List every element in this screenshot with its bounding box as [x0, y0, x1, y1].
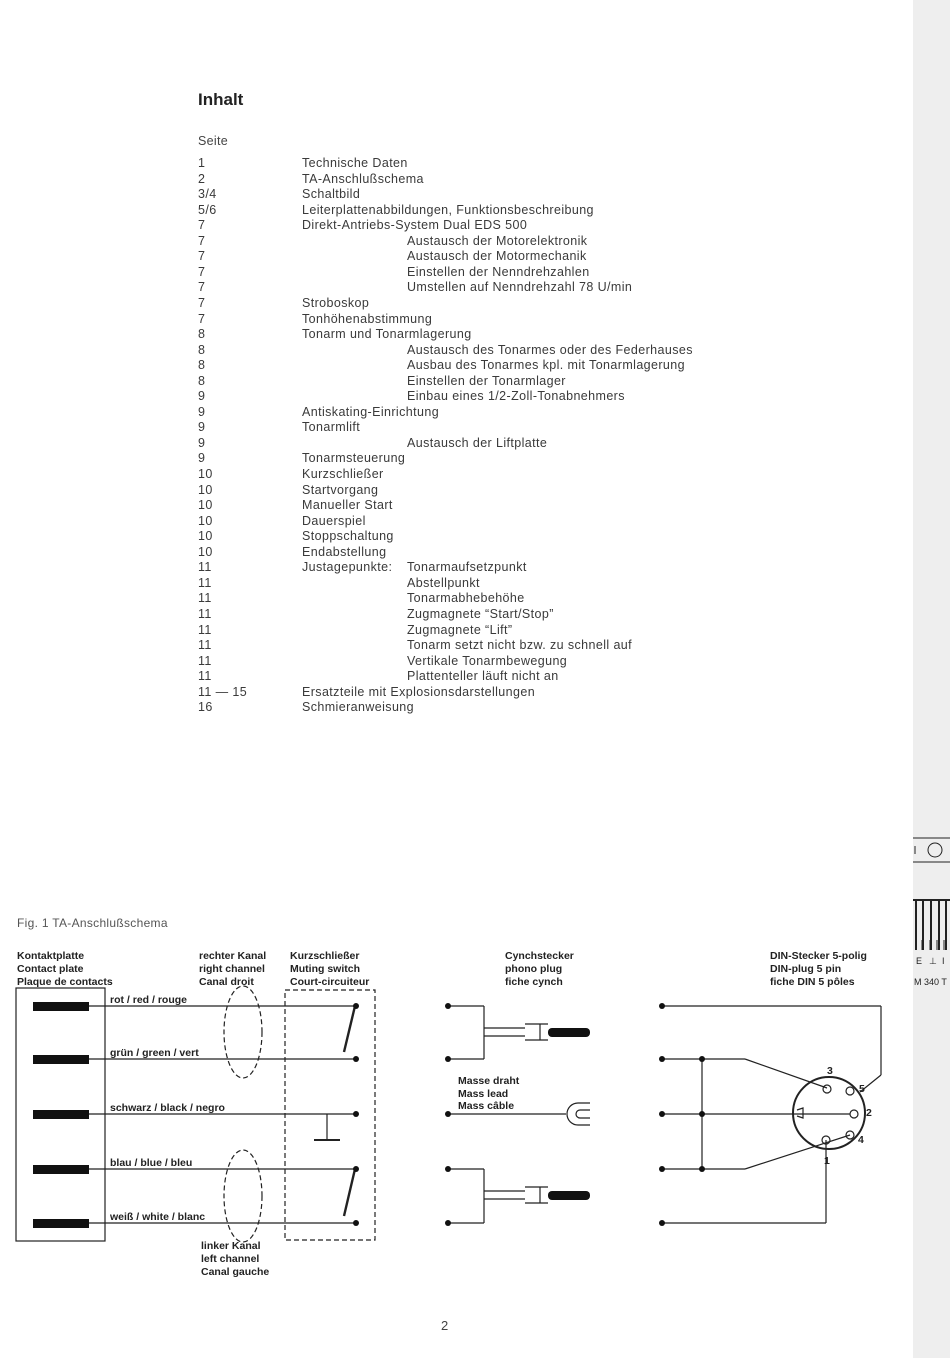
toc-page-number: 16 [198, 700, 213, 715]
toc-entry-title: Einstellen der Nenndrehzahlen [407, 264, 590, 279]
toc-page-number: 1 [198, 156, 206, 170]
left-channel-shield [224, 1150, 262, 1242]
wire-label: blau / blue / bleu [110, 1157, 193, 1169]
toc-entry-title: Ausbau des Tonarmes kpl. mit Tonarmlagerung [407, 358, 685, 373]
toc-page-number: 8 [198, 342, 206, 357]
toc-row [0, 591, 760, 606]
din-pin-number: 4 [858, 1134, 864, 1146]
toc-entry-title: Tonarm setzt nicht bzw. zu schnell auf [407, 638, 633, 653]
toc-row [0, 343, 760, 358]
din-wire [745, 1135, 850, 1169]
toc-entry-title: Direkt-Antriebs-System Dual EDS 500 [302, 218, 528, 233]
figure-caption: Fig. 1 TA-Anschlußschema [17, 916, 168, 930]
toc-page-number: 8 [198, 358, 206, 373]
toc-row [0, 156, 760, 171]
edge-fragment-comb [913, 895, 950, 955]
right-channel-shield [224, 986, 262, 1078]
right-channel-label: rechter Kanal [199, 950, 267, 962]
toc-page-number: 10 [198, 467, 213, 481]
toc-page-number: 11 [198, 622, 212, 637]
din-plug-label: DIN-Stecker 5-polig [770, 950, 867, 962]
toc-row [0, 249, 760, 264]
toc-page-number: 7 [198, 295, 206, 310]
toc-page-number: 11 [198, 669, 212, 684]
toc-row [0, 623, 760, 638]
toc-row [0, 483, 760, 498]
toc-row [0, 405, 760, 420]
page-column-label: Seite [198, 134, 228, 148]
contact-bar [33, 1002, 89, 1011]
din-wire [745, 1059, 827, 1088]
toc-entry-title: Einstellen der Tonarmlager [407, 373, 566, 388]
toc-page-number: 10 [198, 482, 213, 497]
din-pin [823, 1085, 831, 1093]
phono-plug-body [525, 1187, 548, 1203]
toc-row [0, 280, 760, 295]
edge-fragment: E [916, 956, 923, 966]
left-channel-label: left channel [201, 1253, 260, 1265]
right-channel-label: Canal droit [199, 976, 254, 988]
edge-fragment: I [942, 956, 945, 966]
toc-page-number: 8 [198, 373, 206, 388]
phono-plug-body [525, 1024, 548, 1040]
toc-entry-title: Tonhöhenabstimmung [302, 311, 433, 326]
din-pin [846, 1087, 854, 1095]
toc-page-number: 9 [198, 389, 206, 404]
terminal-dot [353, 1056, 359, 1062]
wire-label: schwarz / black / negro [110, 1102, 225, 1114]
terminal-dot [659, 1003, 665, 1009]
switch-blade [344, 1169, 355, 1216]
toc-page-number: 11 — 15 [198, 684, 248, 699]
toc-page-number: 7 [198, 233, 206, 248]
toc-page-number: 10 [198, 529, 213, 544]
toc-page-number: 11 [198, 638, 212, 653]
din-plug-label: DIN-plug 5 pin [770, 963, 842, 975]
toc-row [0, 187, 760, 202]
junction-dot [699, 1166, 705, 1172]
toc-entry-title: Schmieranweisung [302, 700, 415, 715]
toc-row [0, 560, 760, 575]
toc-row [0, 638, 760, 653]
toc-entry-title: Stroboskop [302, 295, 370, 310]
toc-page-number: 7 [198, 249, 206, 264]
ground-lead-label: Masse draht [458, 1075, 520, 1087]
toc-row [0, 545, 760, 560]
toc-row [0, 576, 760, 591]
muting-switch-label: Court-circuiteur [290, 976, 370, 988]
toc-page-number: 7 [198, 280, 206, 295]
terminal-dot [445, 1003, 451, 1009]
toc-row [0, 374, 760, 389]
contact-plate-label: Contact plate [17, 963, 84, 975]
toc-page-number: 10 [198, 513, 213, 528]
toc-entry-title: Zugmagnete “Lift” [407, 622, 513, 637]
phono-plug-tip [548, 1028, 590, 1037]
toc-page-number: 9 [198, 420, 206, 435]
din-pin-number: 5 [859, 1083, 865, 1095]
toc-row [0, 420, 760, 435]
contact-bar [33, 1110, 89, 1119]
junction-dot [699, 1111, 705, 1117]
edge-fragment: ⊥ [929, 956, 937, 966]
toc-row [0, 514, 760, 529]
toc-row [0, 358, 760, 373]
ground-lead-label: Mass câble [458, 1100, 515, 1112]
muting-switch-box [285, 990, 375, 1240]
contact-bar [33, 1219, 89, 1228]
toc-entry-title: Plattenteller läuft nicht an [407, 669, 559, 684]
toc-page-number: 11 [198, 653, 212, 668]
toc-row [0, 234, 760, 249]
toc-row [0, 312, 760, 327]
toc-entry-title: Umstellen auf Nenndrehzahl 78 U/min [407, 280, 633, 295]
toc-entry-title: Abstellpunkt [407, 575, 480, 590]
toc-entry-title: Ersatzteile mit Explosionsdarstellungen [302, 684, 536, 699]
toc-page-number: 8 [198, 327, 206, 342]
phono-plug-tip [548, 1191, 590, 1200]
toc-entry-title: Justagepunkte: [302, 560, 393, 575]
toc-row [0, 607, 760, 622]
wire-label: rot / red / rouge [110, 994, 188, 1006]
contact-bar [33, 1055, 89, 1064]
terminal-dot [445, 1220, 451, 1226]
toc-entry-title: Tonarmabhebehöhe [407, 591, 525, 606]
toc-row [0, 529, 760, 544]
toc-page-number: 2 [198, 171, 206, 186]
wire-label: grün / green / vert [110, 1047, 199, 1059]
toc-row [0, 498, 760, 513]
toc-page-number: 7 [198, 311, 206, 326]
toc-entry-title: Austausch der Motorelektronik [407, 233, 588, 248]
toc-row [0, 436, 760, 451]
toc-entry-title: Manueller Start [302, 498, 393, 513]
toc-entry-title: Antiskating-Einrichtung [302, 404, 440, 419]
toc-row [0, 685, 760, 700]
toc-page-number: 11 [198, 591, 212, 606]
toc-row [0, 654, 760, 669]
toc-entry-title: Tonarm und Tonarmlagerung [302, 327, 472, 342]
muting-switch-label: Kurzschließer [290, 950, 360, 962]
terminal-dot [353, 1166, 359, 1172]
din-pin-number: 2 [866, 1107, 872, 1119]
toc-row [0, 172, 760, 187]
toc-entry-title: Einbau eines 1/2-Zoll-Tonabnehmers [407, 389, 625, 404]
toc-page-number: 11 [198, 606, 212, 621]
toc-row [0, 669, 760, 684]
toc-entry-title: Tonarmsteuerung [302, 451, 406, 466]
muting-switch-label: Muting switch [290, 963, 360, 975]
toc-entry-title: Vertikale Tonarmbewegung [407, 653, 568, 668]
toc-row [0, 218, 760, 233]
left-channel-label: linker Kanal [201, 1240, 261, 1252]
left-channel-label: Canal gauche [201, 1266, 270, 1278]
toc-entry-title: Startvorgang [302, 482, 379, 497]
toc-entry-title: Austausch des Tonarmes oder des Federhauses [407, 342, 693, 357]
toc-page-number: 3/4 [198, 187, 217, 202]
terminal-dot [659, 1056, 665, 1062]
toc-row [0, 203, 760, 218]
toc-entry-title: Stoppschaltung [302, 529, 394, 544]
ground-lead-label: Mass lead [458, 1088, 509, 1100]
terminal-dot [445, 1166, 451, 1172]
toc-row [0, 389, 760, 404]
toc-entry-title: Leiterplattenabbildungen, Funktionsbeschreibung [302, 202, 594, 217]
din-pin [850, 1110, 858, 1118]
page-title: Inhalt [198, 90, 244, 109]
toc-entry-title: Austausch der Motormechanik [407, 249, 587, 264]
phono-plug-label: fiche cynch [505, 976, 563, 988]
wiring-diagram [0, 940, 950, 1290]
din-pin-number: 1 [824, 1155, 830, 1167]
din-pin-number: 3 [827, 1065, 833, 1077]
terminal-dot [353, 1003, 359, 1009]
toc-page-number: 5/6 [198, 202, 217, 217]
terminal-dot [659, 1166, 665, 1172]
toc-page-number: 9 [198, 435, 206, 450]
ground-lug [567, 1103, 590, 1125]
edge-fragment: M 340 T [914, 977, 947, 987]
toc-entry-title: Schaltbild [302, 187, 361, 202]
wire-label: weiß / white / blanc [110, 1211, 206, 1223]
terminal-dot [659, 1111, 665, 1117]
junction-dot [699, 1056, 705, 1062]
toc-page-number: 7 [198, 264, 206, 279]
terminal-dot [353, 1220, 359, 1226]
terminal-dot [659, 1220, 665, 1226]
toc-entry-subtitle: Tonarmaufsetzpunkt [407, 560, 527, 575]
toc-entry-title: Kurzschließer [302, 467, 384, 481]
toc-entry-title: Dauerspiel [302, 513, 366, 528]
phono-plug-label: Cynchstecker [505, 950, 574, 962]
page-number: 2 [441, 1318, 449, 1333]
din-plug-label: fiche DIN 5 pôles [770, 976, 855, 988]
din-plug-notch [797, 1108, 803, 1118]
toc-row [0, 451, 760, 466]
toc-row [0, 296, 760, 311]
toc-page-number: 10 [198, 498, 213, 513]
toc-entry-title: TA-Anschlußschema [302, 171, 424, 186]
toc-page-number: 9 [198, 451, 206, 466]
toc-entry-title: Technische Daten [302, 156, 408, 170]
toc-page-number: 7 [198, 218, 206, 233]
terminal-dot [445, 1111, 451, 1117]
switch-blade [344, 1006, 355, 1052]
toc-entry-title: Zugmagnete “Start/Stop” [407, 606, 554, 621]
toc-entry-title: Tonarmlift [302, 420, 361, 435]
toc-page-number: 11 [198, 575, 212, 590]
phono-plug-label: phono plug [505, 963, 563, 975]
toc-entry-title: Endabstellung [302, 544, 387, 559]
toc-row [0, 265, 760, 280]
terminal-dot [445, 1056, 451, 1062]
contact-plate-label: Plaque de contacts [17, 976, 113, 988]
toc-row [0, 700, 760, 715]
toc-page-number: 10 [198, 544, 213, 559]
toc-entry-title: Austausch der Liftplatte [407, 435, 548, 450]
right-channel-label: right channel [199, 963, 265, 975]
toc-page-number: 11 [198, 560, 212, 575]
toc-page-number: 9 [198, 404, 206, 419]
contact-plate-label: Kontaktplatte [17, 950, 85, 962]
toc-row [0, 327, 760, 342]
contact-bar [33, 1165, 89, 1174]
terminal-dot [353, 1111, 359, 1117]
toc-row [0, 467, 760, 482]
edge-fragment-graphic [913, 836, 950, 866]
